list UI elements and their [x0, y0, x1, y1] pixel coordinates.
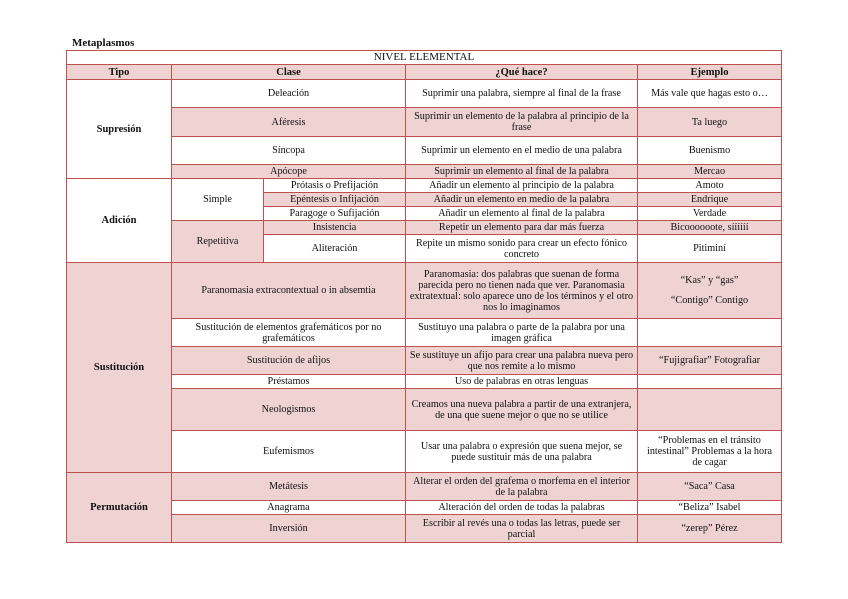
ejemplo-cell: “Beliza” Isabel: [638, 501, 782, 515]
que-hace-cell: Paranomasia: dos palabras que suenan de forma parecida pero no tienen nada que ver. Paranomasia extratextual: solo aparece uno de los términos y el otro nos lo imaginamos: [406, 263, 638, 319]
ejemplo-cell: [638, 375, 782, 389]
tipo-supresion: Supresión: [67, 80, 172, 179]
que-hace-cell: Se sustituye un afijo para crear una palabra nueva pero que nos remite a lo mismo: [406, 347, 638, 375]
clase-cell: Aféresis: [172, 108, 406, 137]
ejemplo-cell: [638, 263, 782, 319]
tipo-permutacion: Permutación: [67, 473, 172, 543]
ejemplo-cell: Amoto: [638, 179, 782, 193]
clase-cell: Deleación: [172, 80, 406, 108]
header-ejemplo: Ejemplo: [638, 65, 782, 80]
clase-cell: Sustitución de afijos: [172, 347, 406, 375]
clase-cell: Sustitución de elementos grafemáticos por no grafemáticos: [172, 319, 406, 347]
adicion-simple-label: Simple: [172, 179, 264, 221]
subclase-cell: Prótasis o Prefijación: [264, 179, 406, 193]
clase-cell: Neologismos: [172, 389, 406, 431]
que-hace-cell: Suprimir un elemento al final de la palabra: [406, 165, 638, 179]
que-hace-cell: Uso de palabras en otras lenguas: [406, 375, 638, 389]
clase-cell: Síncopa: [172, 137, 406, 165]
ejemplo-cell: [638, 319, 782, 347]
tipo-adicion: Adición: [67, 179, 172, 263]
que-hace-cell: Añadir un elemento al principio de la palabra: [406, 179, 638, 193]
ejemplo-line: “Contigo” Contigo: [670, 295, 749, 306]
ejemplo-cell: Buenismo: [638, 137, 782, 165]
tipo-sustitucion: Sustitución: [67, 263, 172, 473]
que-hace-cell: Repite un mismo sonido para crear un efecto fónico concreto: [406, 235, 638, 263]
clase-cell: Apócope: [172, 165, 406, 179]
subclase-cell: Insistencia: [264, 221, 406, 235]
que-hace-cell: Añadir un elemento en medio de la palabra: [406, 193, 638, 207]
que-hace-cell: Sustituyo una palabra o parte de la palabra por una imagen gráfica: [406, 319, 638, 347]
clase-cell: Eufemismos: [172, 431, 406, 473]
que-hace-cell: Suprimir un elemento en el medio de una palabra: [406, 137, 638, 165]
clase-cell: Metátesis: [172, 473, 406, 501]
subclase-cell: Paragoge o Sufijación: [264, 207, 406, 221]
que-hace-cell: Creamos una nueva palabra a partir de una extranjera, de una que suene mejor o que no se utilice: [406, 389, 638, 431]
ejemplo-line: “Kas” y “gas”: [680, 275, 739, 286]
document-title: Metaplasmos: [72, 37, 135, 49]
ejemplo-cell: “Saca” Casa: [638, 473, 782, 501]
subclase-cell: Epéntesis o Infijación: [264, 193, 406, 207]
ejemplo-cell: Bicoooooote, síííííí: [638, 221, 782, 235]
clase-cell: Préstamos: [172, 375, 406, 389]
ejemplo-cell: [638, 389, 782, 431]
header-clase: Clase: [172, 65, 406, 80]
ejemplo-cell: “zerep” Pérez: [638, 515, 782, 543]
ejemplo-cell: Endrique: [638, 193, 782, 207]
que-hace-cell: Alteración del orden de todas la palabras: [406, 501, 638, 515]
ejemplo-cell: Ta luego: [638, 108, 782, 137]
que-hace-cell: Repetir un elemento para dar más fuerza: [406, 221, 638, 235]
metaplasmos-table: [66, 50, 782, 543]
table-banner: NIVEL ELEMENTAL: [67, 51, 782, 65]
que-hace-cell: Suprimir un elemento de la palabra al principio de la frase: [406, 108, 638, 137]
subclase-cell: Aliteración: [264, 235, 406, 263]
clase-cell: Inversión: [172, 515, 406, 543]
ejemplo-cell: Más vale que hagas esto o…: [638, 80, 782, 108]
que-hace-cell: Escribir al revés una o todas las letras, puede ser parcial: [406, 515, 638, 543]
clase-cell: Paranomasia extracontextual o in absemtia: [172, 263, 406, 319]
clase-cell: Anagrama: [172, 501, 406, 515]
adicion-repetitiva-label: Repetitiva: [172, 221, 264, 263]
ejemplo-cell: Pitiminí: [638, 235, 782, 263]
ejemplo-cell: Verdade: [638, 207, 782, 221]
header-tipo: Tipo: [67, 65, 172, 80]
ejemplo-cell: Mercao: [638, 165, 782, 179]
que-hace-cell: Añadir un elemento al final de la palabra: [406, 207, 638, 221]
que-hace-cell: Suprimir una palabra, siempre al final de la frase: [406, 80, 638, 108]
que-hace-cell: Usar una palabra o expresión que suena mejor, se puede sustituir más de una palabra: [406, 431, 638, 473]
ejemplo-cell: “Problemas en el tránsito intestinal” Problemas a la hora de cagar: [638, 431, 782, 473]
que-hace-cell: Alterar el orden del grafema o morfema en el interior de la palabra: [406, 473, 638, 501]
ejemplo-cell: “Fujigrafiar” Fotografiar: [638, 347, 782, 375]
header-que-hace: ¿Qué hace?: [406, 65, 638, 80]
